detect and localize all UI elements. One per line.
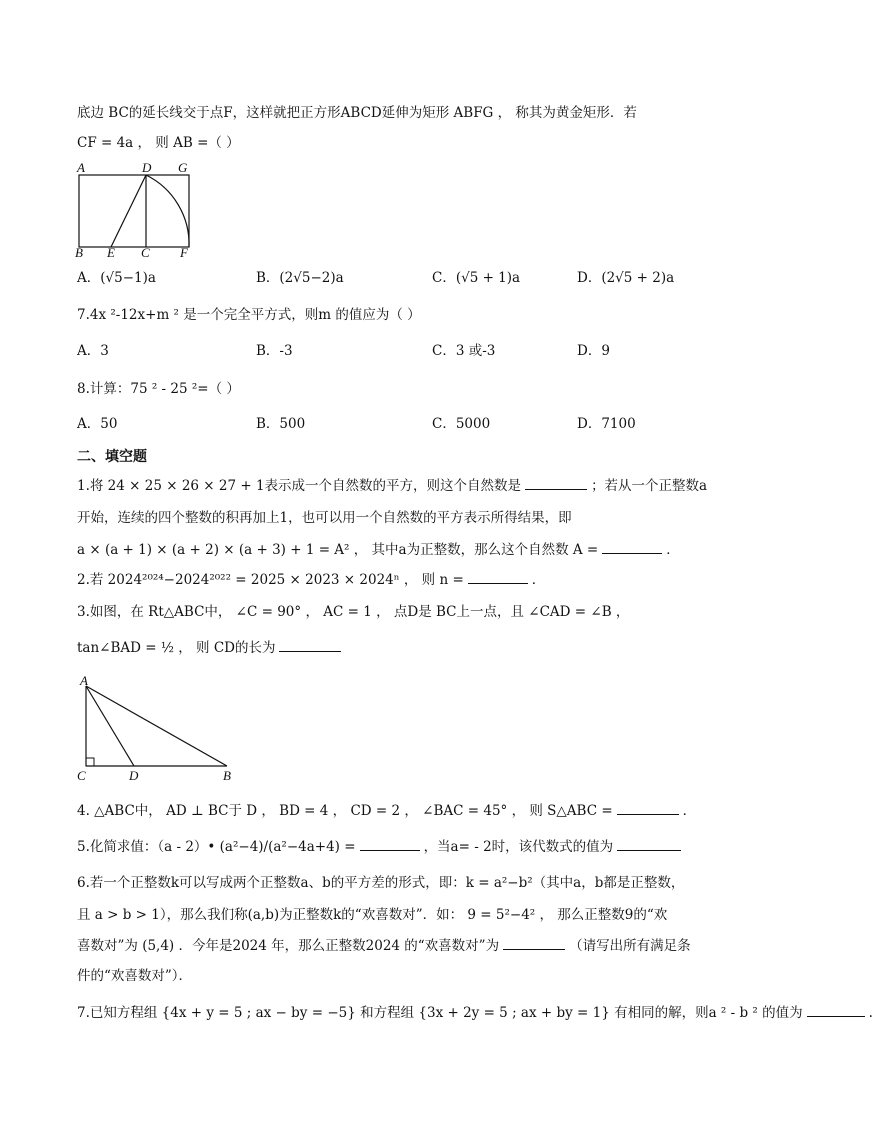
q7-option-d: D．9 (577, 343, 610, 359)
f5-text: 5.化简求值：（a - 2）• (a²−4)/(a²−4a+4) = (77, 839, 356, 855)
answer-blank[interactable] (525, 488, 587, 490)
f2-text: 2.若 2024²⁰²⁴−2024²⁰²² = 2025 × 2023 × 2024ⁿ ， 则 n = (77, 572, 464, 588)
label-B: B (223, 768, 231, 783)
f1-line1-tail: ；若从一个正整数a (591, 478, 708, 494)
f7-text: 7.已知方程组 {4x + y = 5 ; ax − by = −5} 和方程组 {3x + 2y = 5 ; ax + by = 1} 有相同的解，则a ² - b ² 的值为 (77, 1005, 803, 1021)
label-C: C (77, 768, 86, 783)
f1-line1 (77, 477, 707, 495)
f1-line2: 开始，连续的四个整数的积再加上1，也可以用一个自然数的平方表示所得结果，即 (77, 510, 572, 526)
q7-option-a: A．3 (77, 343, 109, 359)
label-B: B (75, 245, 83, 260)
f4-text: 4. △ABC中， AD ⊥ BC于 D ， BD = 4 ， CD = 2 ， ∠BAC = 45° ， 则 S△ABC = (77, 803, 613, 819)
f1-line3-tail: ． (666, 542, 680, 558)
f5-line (77, 838, 685, 856)
f4-line (77, 802, 696, 820)
section-title: 二、填空题 (77, 449, 147, 465)
label-E: E (107, 245, 115, 260)
answer-blank[interactable] (360, 849, 420, 851)
q7-option-c: C．3 或-3 (432, 343, 496, 359)
label-D: D (129, 768, 139, 783)
q7-stem: 7.4x ²-12x+m ² 是一个完全平方式，则m 的值应为（ ） (77, 307, 421, 323)
label-G: G (178, 160, 188, 175)
label-A: A (77, 160, 85, 175)
f7-line (77, 1004, 873, 1022)
f2-tail: ． (531, 572, 546, 588)
f6-line4: 件的“欢喜数对”）． (77, 968, 193, 984)
q6-option-c: C．(√5 + 1)a (432, 270, 521, 286)
f1-line3-text: a × (a + 1) × (a + 2) × (a + 3) + 1 = A² ， 其中a为正整数，那么这个自然数 A = (77, 542, 599, 558)
q8-option-b: B．500 (256, 416, 306, 432)
q8-stem: 8.计算：75 ² - 25 ²=（ ） (77, 381, 240, 397)
f7-tail: . (868, 1005, 873, 1021)
f6-line1: 6.若一个正整数k可以写成两个正整数a、b的平方差的形式，即：k = a²−b²（其中a，b都是正整数， (77, 875, 685, 891)
right-triangle-figure (72, 672, 242, 788)
f3-line1: 3.如图，在 Rt△ABC中， ∠C = 90° ， AC = 1 ， 点D是 BC上一点，且 ∠CAD = ∠B ， (77, 604, 630, 620)
q6-option-d: D．(2√5 + 2)a (577, 270, 675, 286)
label-A: A (80, 673, 88, 688)
f1-line3 (77, 541, 680, 559)
answer-blank[interactable] (617, 813, 679, 815)
q8-option-c: C．5000 (432, 416, 491, 432)
answer-blank[interactable] (279, 650, 341, 652)
answer-blank[interactable] (503, 948, 565, 950)
label-D: D (142, 160, 152, 175)
answer-blank[interactable] (807, 1015, 865, 1017)
f5-mid: ，当a= - 2时，该代数式的值为 (423, 839, 614, 855)
f4-tail: ． (682, 803, 697, 819)
q6-option-b: B．(2√5−2)a (256, 270, 344, 286)
f3-line2 (77, 639, 345, 657)
answer-blank[interactable] (617, 849, 681, 851)
f6-line3-tail: （请写出所有满足条 (569, 938, 691, 954)
f6-line3 (77, 937, 691, 955)
f1-line1-text: 1.将 24 × 25 × 26 × 27 + 1表示成一个自然数的平方，则这个自然数是 (77, 478, 522, 494)
q6-text-line2: CF = 4a ， 则 AB =（ ） (77, 135, 240, 151)
answer-blank[interactable] (602, 552, 662, 554)
f3-line2-text: tan∠BAD = ½ ， 则 CD的长为 (77, 640, 276, 656)
f6-line2: 且 a > b > 1），那么我们称(a,b)为正整数k的“欢喜数对”．如： 9 = 5²−4² ， 那么正整数9的“欢 (77, 907, 668, 923)
f6-line3-text: 喜数对”为 (5,4) ．今年是2024 年，那么正整数2024 的“欢喜数对”为 (77, 938, 500, 954)
answer-blank[interactable] (468, 582, 528, 584)
q6-text-line1: 底边 BC的延长线交于点F，这样就把正方形ABCD延伸为矩形 ABFG ， 称其为黄金矩形．若 (77, 105, 637, 121)
label-C: C (141, 245, 150, 260)
f2-line (77, 571, 545, 589)
q8-option-d: D．7100 (577, 416, 636, 432)
q6-option-a: A．(√5−1)a (77, 270, 156, 286)
golden-rectangle-figure (70, 158, 200, 260)
q7-option-b: B．-3 (256, 343, 293, 359)
label-F: F (180, 245, 188, 260)
q8-option-a: A．50 (77, 416, 118, 432)
